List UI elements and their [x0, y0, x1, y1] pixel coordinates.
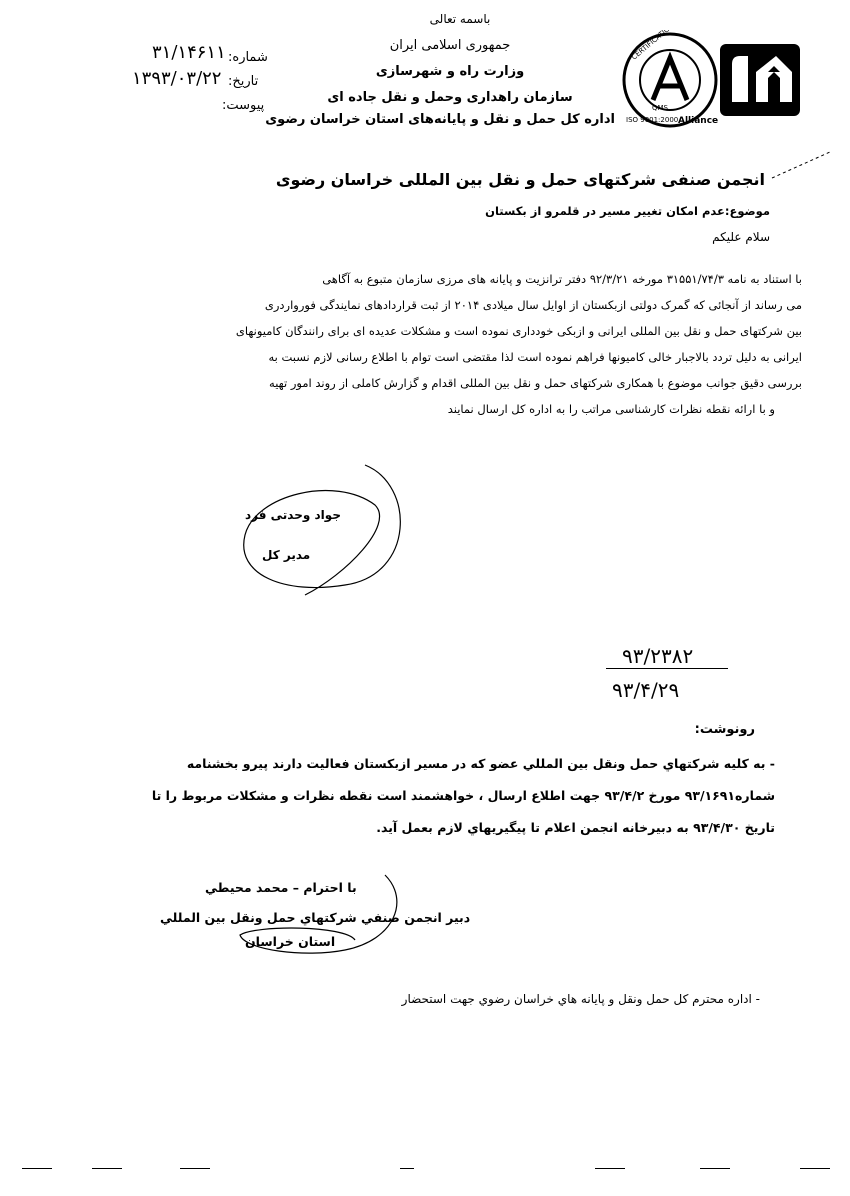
- svg-text:CERTIFICATION: CERTIFICATION: [630, 30, 676, 62]
- attachment-label: پیوست:: [222, 98, 265, 113]
- body-line: و با ارائه نقطه نظرات کارشناسی مراتب را به اداره کل ارسال نمایند: [447, 402, 775, 416]
- registration-number: ۹۳/۲۳۸۲: [622, 644, 694, 668]
- scan-mark: [22, 1168, 52, 1169]
- scan-mark: [180, 1168, 210, 1169]
- closing-role-line1: دبير انجمن صنفي شرکتهاي حمل ونقل بين المللي: [160, 910, 471, 925]
- closing-regards: با احترام – محمد محيطي: [205, 880, 357, 895]
- signatory-name: جواد وحدتی فرد: [245, 508, 341, 522]
- copies-heading: رونوشت:: [694, 722, 755, 737]
- logo-iso-label: ISO 9001:2000: [626, 116, 679, 124]
- footer-copy-line: - اداره محترم کل حمل ونقل و پايانه هاي خراسان رضوي جهت استحضار: [401, 992, 760, 1006]
- closing-role-line2: استان خراسان: [245, 934, 336, 949]
- ministry-emblem: [718, 42, 802, 118]
- scan-mark: [595, 1168, 625, 1169]
- scan-mark: [400, 1168, 414, 1169]
- signature-scribble: [225, 455, 425, 605]
- body-line: بررسی دقیق جوانب موضوع با همکاری شرکتهای حمل و نقل بین المللی اقدام و گزارش کاملی از روند امور تهیه: [269, 376, 802, 390]
- copies-line: تاريخ ۹۳/۴/۳۰ به دبيرخانه انجمن اعلام تا پيگيريهاي لازم بعمل آيد.: [376, 820, 775, 835]
- recipient-mark: [770, 148, 834, 184]
- subject-line: موضوع:عدم امکان تغییر مسیر در قلمرو از بکستان: [485, 204, 770, 218]
- body-line: با استناد به نامه ۳۱۵۵۱/۷۴/۳ مورخه ۹۲/۳/۲۱ دفتر ترانزیت و پایانه های مرزی سازمان متبوع به آگاهی: [322, 272, 802, 286]
- recipient-line: انجمن صنفی شرکتهای حمل و نقل بین المللی خراسان رضوی: [275, 170, 765, 189]
- scan-mark: [800, 1168, 830, 1169]
- registration-date: ۹۳/۴/۲۹: [612, 678, 680, 702]
- letter-date-label: تاریخ:: [228, 74, 259, 89]
- scan-mark: [92, 1168, 122, 1169]
- greeting: سلام علیکم: [712, 230, 770, 244]
- copies-line: شماره۹۳/۱۶۹۱ مورخ ۹۳/۴/۲ جهت اطلاع ارسال ، خواهشمند است نقطه نظرات و مشکلات مربوط را تا: [151, 788, 775, 803]
- invocation: باسمه تعالی: [429, 12, 491, 26]
- letter-number-value: ۳۱/۱۴۶۱۱: [152, 42, 226, 63]
- department-name: اداره کل حمل و نقل و پایانه‌های استان خراسان رضوی: [265, 112, 615, 127]
- logo-alliance-label: Alliance: [678, 116, 719, 126]
- ministry-name: وزارت راه و شهرسازی: [375, 64, 525, 79]
- letter-date-value: ۱۳۹۳/۰۳/۲۲: [132, 68, 222, 89]
- scan-mark: [700, 1168, 730, 1169]
- letter-number-label: شماره:: [228, 50, 268, 65]
- country-name: جمهوری اسلامی ایران: [389, 38, 511, 53]
- body-line: ایرانی به دلیل تردد بالاجبار خالی کامیونها فراهم نموده است لذا مقتضی است توام با اطلاع رسانی لازم نسبت به: [268, 350, 802, 364]
- logo-qms-label: QMS: [652, 104, 668, 112]
- copies-line: - به کلیه شرکتهاي حمل ونقل بين المللي عضو که در مسير ازبكستان فعاليت دارند پيرو بخشنامه: [186, 756, 775, 771]
- certification-logo: [620, 30, 720, 130]
- organization-name: سازمان راهداری وحمل و نقل جاده ای: [327, 90, 573, 105]
- body-line: بین شرکتهای حمل و نقل بین المللی ایرانی و ازبکی خودداری نموده است و مشکلات عدیده ای برای رانندگان کامیونهای: [235, 324, 802, 338]
- body-line: می رساند از آنجائی که گمرک دولتی ازبکستان از اوایل سال میلادی ۲۰۱۴ از ثبت قراردادهای نمایندگی فورواردری: [264, 298, 802, 312]
- signatory-title: مدیر کل: [262, 548, 311, 562]
- registration-divider: [606, 668, 728, 669]
